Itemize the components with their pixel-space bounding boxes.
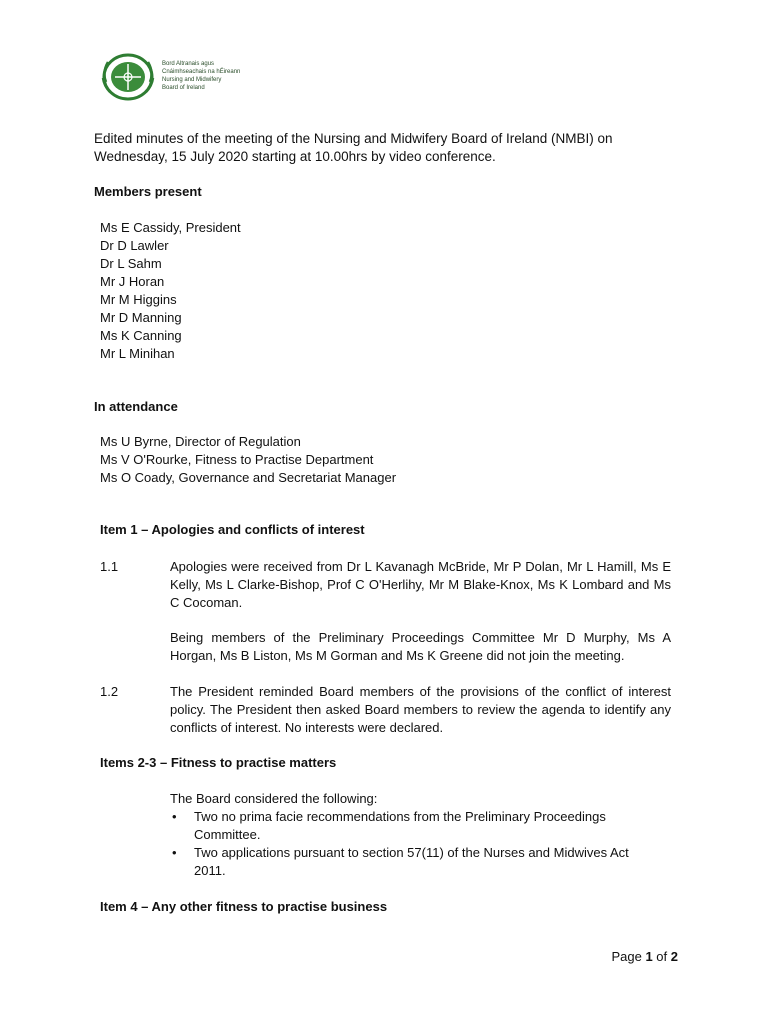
conflict-policy-paragraph: The President reminded Board members of the provisions of the conflict of interest policy. The President then asked Board members to review the agenda to identify any conflicts of interest. No interests were declared. [170, 684, 671, 735]
item1-heading: Item 1 – Apologies and conflicts of interest [100, 522, 365, 537]
list-item: Mr D Manning [100, 310, 182, 325]
nmbi-logo [100, 52, 250, 102]
list-item: Mr M Higgins [100, 292, 177, 307]
items23-heading: Items 2-3 – Fitness to practise matters [100, 755, 337, 770]
page-number [611, 948, 678, 966]
current-page: 1 [645, 949, 653, 964]
attendance-list [100, 433, 396, 487]
list-item [170, 808, 660, 844]
list-item [170, 844, 660, 880]
item-number: 1.2 [100, 684, 119, 699]
logo-line: Nursing and Midwifery [162, 77, 222, 83]
list-item: Ms O Coady, Governance and Secretariat Manager [100, 470, 397, 485]
list-item: Mr J Horan [100, 274, 165, 289]
bullet-icon: • [172, 845, 177, 860]
list-item: Ms U Byrne, Director of Regulation [100, 434, 301, 449]
logo-line: Bord Altranais agus [162, 61, 215, 67]
ppc-members-paragraph: Being members of the Preliminary Proceedings Committee Mr D Murphy, Ms A Horgan, Ms B Liston, Ms M Gorman and Ms K Greene did not join the meeting. [170, 630, 671, 663]
nmbi-emblem-icon [100, 52, 160, 102]
list-item: Mr L Minihan [100, 346, 175, 361]
items23-bullets [170, 808, 660, 880]
list-item: Dr D Lawler [100, 238, 169, 253]
logo-wordmark [162, 60, 240, 92]
list-item: Ms E Cassidy, President [100, 220, 241, 235]
attendance-heading: In attendance [94, 399, 178, 414]
list-item: Ms K Canning [100, 328, 182, 343]
items23-lead: The Board considered the following: [170, 791, 378, 806]
bullet-text: Two no prima facie recommendations from the Preliminary Proceedings Committee. [194, 809, 606, 842]
logo-line: Board of Ireland [162, 85, 205, 91]
page-word: Page [611, 949, 642, 964]
members-list [100, 219, 241, 363]
item-number: 1.1 [100, 559, 119, 574]
meeting-intro: Edited minutes of the meeting of the Nursing and Midwifery Board of Ireland (NMBI) on Wednesday, 15 July 2020 starting at 10.00hrs by video conference. [94, 131, 613, 164]
apologies-paragraph: Apologies were received from Dr L Kavanagh McBride, Mr P Dolan, Mr L Hamill, Ms E Kelly, Ms L Clarke-Bishop, Prof C O'Herlihy, Mr M Blake-Knox, Ms K Lombard and Ms C Cocoman. [170, 559, 671, 610]
members-heading: Members present [94, 184, 202, 199]
logo-line: Cnáimhseachais na hÉireann [162, 69, 241, 75]
bullet-text: Two applications pursuant to section 57(11) of the Nurses and Midwives Act 2011. [194, 845, 629, 878]
list-item: Ms V O'Rourke, Fitness to Practise Department [100, 452, 374, 467]
total-pages: 2 [670, 949, 678, 964]
bullet-icon: • [172, 809, 177, 824]
list-item: Dr L Sahm [100, 256, 162, 271]
of-word: of [656, 949, 668, 964]
item4-heading: Item 4 – Any other fitness to practise business [100, 899, 388, 914]
